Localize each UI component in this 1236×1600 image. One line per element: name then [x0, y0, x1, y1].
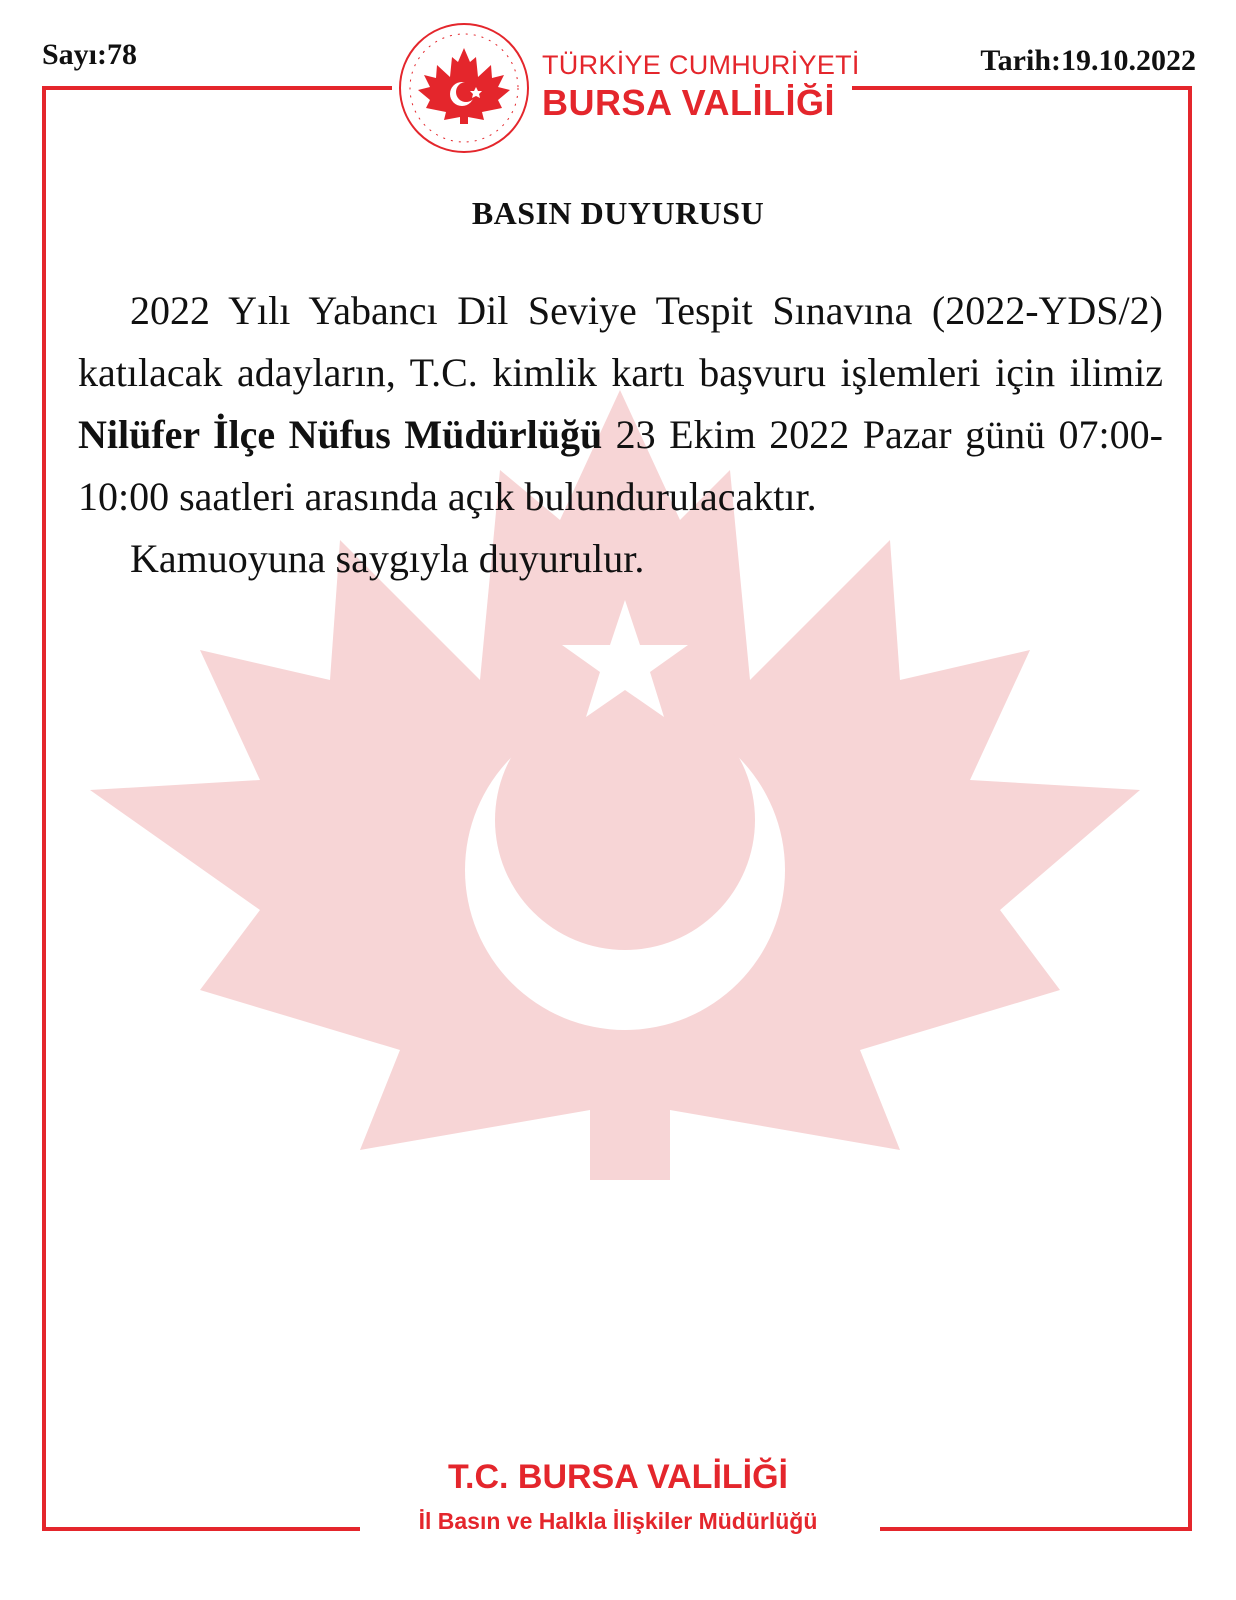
document-body: [78, 280, 1163, 590]
org-name-line2: BURSA VALİLİĞİ: [542, 82, 835, 123]
paragraph-text-part1: 2022 Yılı Yabancı Dil Seviye Tespit Sınavına (2022-YDS/2) katılacak adayların, T.C. kimlik kartı başvuru işlemleri için ilimiz: [78, 288, 1163, 395]
document-title: BASIN DUYURUSU: [471, 195, 765, 231]
org-name-line1: TÜRKİYE CUMHURİYETİ: [542, 50, 860, 80]
paragraph-text-bold: Nilüfer İlçe Nüfus Müdürlüğü: [78, 412, 603, 457]
document-date: Tarih:19.10.2022: [980, 44, 1196, 77]
document-number: Sayı:78: [42, 38, 138, 71]
footer-org: T.C. BURSA VALİLİĞİ: [448, 1458, 788, 1496]
emblem-icon: [396, 20, 532, 156]
paragraph-announcement: [78, 280, 1163, 528]
paragraph-text-part2: 23 Ekim 2022 Pazar günü 07:00-10:00 saatleri arasında açık bulundurulacaktır.: [78, 412, 1163, 519]
footer-department: İl Basın ve Halkla İlişkiler Müdürlüğü: [418, 1508, 818, 1534]
paragraph-closing: Kamuoyuna saygıyla duyurulur.: [130, 536, 645, 581]
